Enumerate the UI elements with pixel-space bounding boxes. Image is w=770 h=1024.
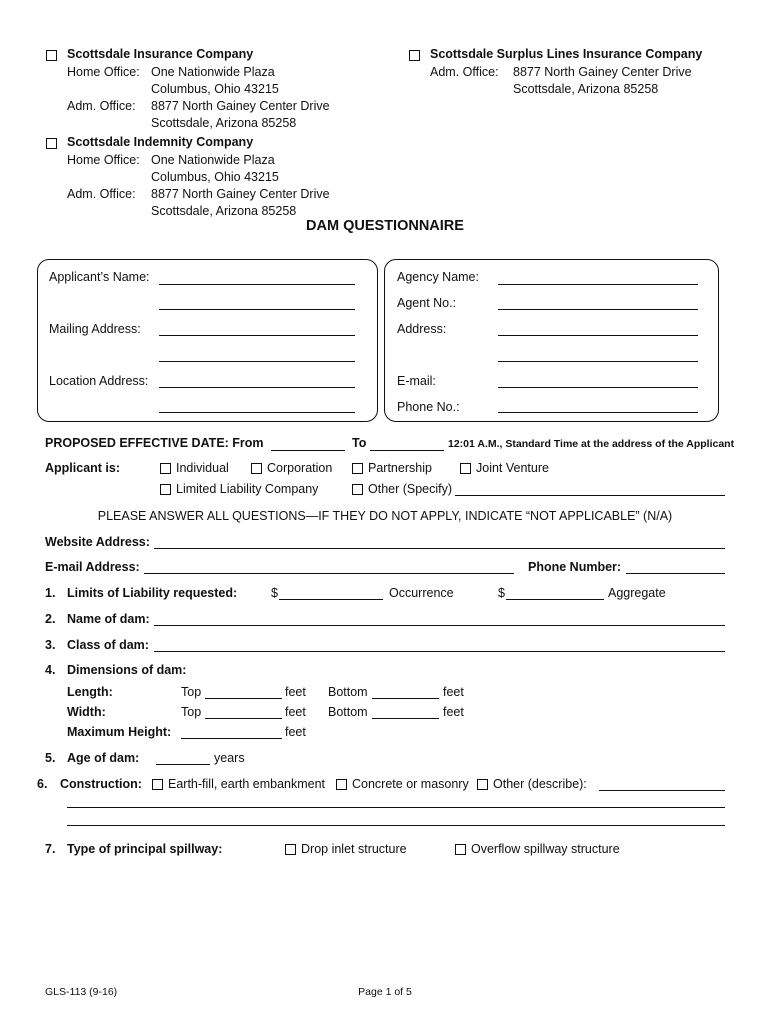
agency-phone-label: Phone No.: [397, 400, 460, 414]
q3-label: Class of dam: [67, 638, 149, 652]
home-office-line: One Nationwide Plaza [151, 65, 275, 79]
aggregate-label: Aggregate [608, 586, 666, 600]
other-specify-label: Other (Specify) [368, 482, 453, 496]
home-office-label: Home Office: [67, 65, 140, 79]
earth-fill-checkbox[interactable] [152, 779, 163, 790]
adm-office-label: Adm. Office: [67, 99, 136, 113]
adm-office-label: Adm. Office: [430, 65, 499, 79]
individual-label: Individual [176, 461, 229, 475]
q4-label: Dimensions of dam: [67, 663, 187, 677]
llc-checkbox[interactable] [160, 484, 171, 495]
effective-to-field[interactable] [370, 450, 444, 451]
drop-inlet-label: Drop inlet structure [301, 842, 407, 856]
width-top-label: Top [181, 705, 202, 719]
q5-label: Age of dam: [67, 751, 140, 765]
q5-number: 5. [45, 751, 56, 765]
applicant-name-field[interactable] [159, 284, 355, 285]
phone-field[interactable] [626, 573, 725, 574]
agency-address-field[interactable] [498, 335, 698, 336]
form-number: GLS-113 (9-16) [45, 986, 118, 998]
llc-label: Limited Liability Company [176, 482, 319, 496]
page-number: Page 1 of 5 [358, 986, 412, 998]
aggregate-limit-field[interactable] [506, 599, 604, 600]
width-bottom-label: Bottom [328, 705, 368, 719]
feet-unit: feet [285, 705, 306, 719]
max-height-label: Maximum Height: [67, 725, 172, 739]
location-address-field[interactable] [159, 387, 355, 388]
applicant-name-field-2[interactable] [159, 309, 355, 310]
corporation-label: Corporation [267, 461, 333, 475]
q3-number: 3. [45, 638, 56, 652]
home-office-line: One Nationwide Plaza [151, 153, 275, 167]
company-name: Scottsdale Indemnity Company [67, 135, 254, 149]
drop-inlet-checkbox[interactable] [285, 844, 296, 855]
home-office-line: Columbus, Ohio 43215 [151, 82, 279, 96]
adm-office-line: Scottsdale, Arizona 85258 [151, 204, 297, 218]
q4-number: 4. [45, 663, 56, 677]
max-height-field[interactable] [181, 738, 282, 739]
q2-label: Name of dam: [67, 612, 150, 626]
q1-occurrence-dollar: $ [271, 586, 278, 600]
q6-number: 6. [37, 777, 48, 791]
construction-description-field[interactable] [67, 807, 725, 808]
effective-to-label: To [352, 436, 367, 450]
adm-office-line: 8877 North Gainey Center Drive [513, 65, 692, 79]
feet-unit: feet [285, 725, 306, 739]
applicant-is-label: Applicant is: [45, 461, 121, 475]
instruction-text: PLEASE ANSWER ALL QUESTIONS—IF THEY DO NOT APPLY, INDICATE “NOT APPLICABLE” (N/A) [97, 509, 673, 523]
phone-label: Phone Number: [528, 560, 622, 574]
occurrence-label: Occurrence [389, 586, 454, 600]
feet-unit: feet [443, 685, 464, 699]
effective-time-note: 12:01 A.M., Standard Time at the address of the Applicant [448, 438, 735, 450]
feet-unit: feet [443, 705, 464, 719]
dam-class-field[interactable] [154, 651, 725, 652]
website-label: Website Address: [45, 535, 150, 549]
width-label: Width: [67, 705, 106, 719]
corporation-checkbox[interactable] [251, 463, 262, 474]
length-bottom-label: Bottom [328, 685, 368, 699]
adm-office-line: 8877 North Gainey Center Drive [151, 187, 330, 201]
partnership-checkbox[interactable] [352, 463, 363, 474]
mailing-address-label: Mailing Address: [49, 322, 141, 336]
agent-no-field[interactable] [498, 309, 698, 310]
other-specify-field[interactable] [455, 495, 725, 496]
width-bottom-field[interactable] [372, 718, 439, 719]
length-bottom-field[interactable] [372, 698, 439, 699]
q2-number: 2. [45, 612, 56, 626]
overflow-spillway-checkbox[interactable] [455, 844, 466, 855]
home-office-label: Home Office: [67, 153, 140, 167]
dam-age-field[interactable] [156, 764, 210, 765]
email-label: E-mail Address: [45, 560, 140, 574]
occurrence-limit-field[interactable] [279, 599, 383, 600]
earth-fill-label: Earth-fill, earth embankment [168, 777, 326, 791]
company-scottsdale-indemnity-checkbox[interactable] [46, 138, 57, 149]
length-top-field[interactable] [205, 698, 282, 699]
agency-name-field[interactable] [498, 284, 698, 285]
construction-description-field-2[interactable] [67, 825, 725, 826]
website-field[interactable] [154, 548, 725, 549]
home-office-line: Columbus, Ohio 43215 [151, 170, 279, 184]
mailing-address-field[interactable] [159, 335, 355, 336]
feet-unit: feet [285, 685, 306, 699]
joint-venture-checkbox[interactable] [460, 463, 471, 474]
location-address-label: Location Address: [49, 374, 149, 388]
agency-address-field-2[interactable] [498, 361, 698, 362]
q7-label: Type of principal spillway: [67, 842, 223, 856]
adm-office-line: Scottsdale, Arizona 85258 [513, 82, 659, 96]
page-title: DAM QUESTIONNAIRE [306, 218, 464, 234]
q1-aggregate-dollar: $ [498, 586, 505, 600]
dam-name-field[interactable] [154, 625, 725, 626]
overflow-spillway-label: Overflow spillway structure [471, 842, 620, 856]
company-name: Scottsdale Insurance Company [67, 47, 254, 61]
other-construction-field[interactable] [599, 790, 725, 791]
length-top-label: Top [181, 685, 202, 699]
agency-email-field[interactable] [498, 387, 698, 388]
agency-phone-field[interactable] [498, 412, 698, 413]
q7-number: 7. [45, 842, 56, 856]
other-construction-label: Other (describe): [493, 777, 587, 791]
years-unit: years [214, 751, 245, 765]
q1-label: Limits of Liability requested: [67, 586, 238, 600]
partnership-label: Partnership [368, 461, 432, 475]
agency-name-label: Agency Name: [397, 270, 479, 284]
location-address-field-2[interactable] [159, 412, 355, 413]
agent-no-label: Agent No.: [397, 296, 457, 310]
q1-number: 1. [45, 586, 56, 600]
effective-from-field[interactable] [271, 450, 345, 451]
joint-venture-label: Joint Venture [476, 461, 549, 475]
company-name: Scottsdale Surplus Lines Insurance Company [430, 47, 703, 61]
company-scottsdale-surplus-checkbox[interactable] [409, 50, 420, 61]
individual-checkbox[interactable] [160, 463, 171, 474]
agency-address-label: Address: [397, 322, 447, 336]
adm-office-line: Scottsdale, Arizona 85258 [151, 116, 297, 130]
other-specify-checkbox[interactable] [352, 484, 363, 495]
agency-email-label: E-mail: [397, 374, 436, 388]
mailing-address-field-2[interactable] [159, 361, 355, 362]
other-construction-checkbox[interactable] [477, 779, 488, 790]
email-field[interactable] [144, 573, 514, 574]
applicant-name-label: Applicant’s Name: [49, 270, 150, 284]
effective-date-label: PROPOSED EFFECTIVE DATE: From [45, 436, 264, 450]
width-top-field[interactable] [205, 718, 282, 719]
q6-label: Construction: [60, 777, 142, 791]
adm-office-line: 8877 North Gainey Center Drive [151, 99, 330, 113]
concrete-masonry-checkbox[interactable] [336, 779, 347, 790]
company-scottsdale-insurance-checkbox[interactable] [46, 50, 57, 61]
concrete-masonry-label: Concrete or masonry [352, 777, 469, 791]
adm-office-label: Adm. Office: [67, 187, 136, 201]
length-label: Length: [67, 685, 113, 699]
